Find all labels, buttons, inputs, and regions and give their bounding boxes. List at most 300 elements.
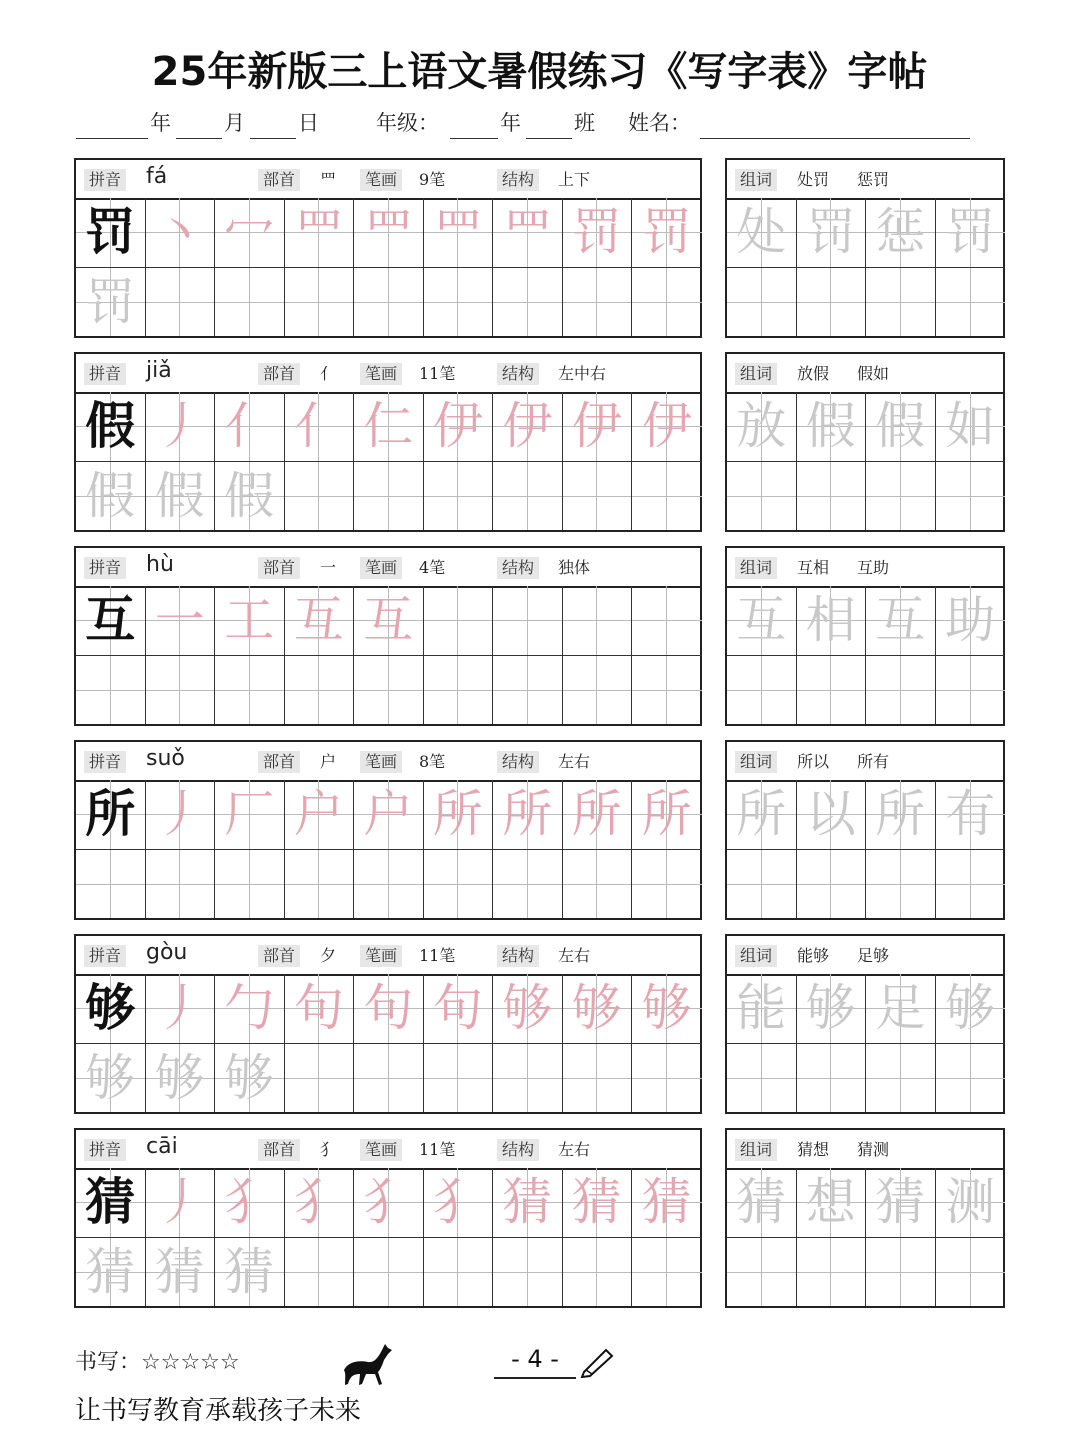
word-cell[interactable] <box>727 1168 797 1237</box>
writing-box <box>74 546 702 726</box>
practice-cell[interactable] <box>493 1168 563 1237</box>
stroke-step: 仁 <box>363 397 414 455</box>
practice-cell[interactable] <box>354 849 424 918</box>
practice-cell[interactable] <box>215 1043 285 1112</box>
practice-cell[interactable] <box>424 1043 494 1112</box>
word-cell[interactable] <box>797 198 867 267</box>
practice-cell[interactable] <box>76 1168 146 1237</box>
practice-cell[interactable] <box>632 392 702 461</box>
practice-cell[interactable] <box>493 392 563 461</box>
practice-cell[interactable] <box>285 1168 355 1237</box>
page-title: 25年新版三上语文暑假练习《写字表》字帖 <box>151 49 928 95</box>
practice-cell[interactable] <box>76 267 146 336</box>
strokes-label: 笔画 <box>360 945 402 967</box>
word-trace-character: 处 <box>736 203 787 261</box>
word-cell[interactable] <box>936 1237 1006 1306</box>
word-cell[interactable] <box>797 1237 867 1306</box>
writing-box <box>74 158 702 338</box>
word-cell[interactable] <box>866 849 936 918</box>
practice-cell[interactable] <box>563 1168 633 1237</box>
practice-cell[interactable] <box>215 974 285 1043</box>
word-cell[interactable] <box>866 198 936 267</box>
practice-cell[interactable] <box>424 1237 494 1306</box>
word-trace-character: 罚 <box>945 203 996 261</box>
practice-cell[interactable] <box>146 392 216 461</box>
info-bar <box>76 354 700 394</box>
stroke-step: 所 <box>432 785 483 843</box>
practice-cell[interactable] <box>76 461 146 530</box>
info-bar <box>76 1130 700 1170</box>
words-box <box>725 740 1005 920</box>
practice-cell[interactable] <box>493 1043 563 1112</box>
stroke-step: 罚 <box>571 203 622 261</box>
practice-cell[interactable] <box>563 586 633 655</box>
grade-year-blank[interactable] <box>450 138 498 139</box>
radical-label: 部首 <box>258 557 300 579</box>
practice-cell[interactable] <box>285 974 355 1043</box>
practice-cell[interactable] <box>563 198 633 267</box>
word-cell[interactable] <box>727 780 797 849</box>
word-1: 猜想 <box>797 1140 830 1159</box>
practice-cell[interactable] <box>563 849 633 918</box>
practice-cell[interactable] <box>563 461 633 530</box>
practice-cell[interactable] <box>424 392 494 461</box>
practice-cell[interactable] <box>632 1168 702 1237</box>
day-blank[interactable] <box>250 138 296 139</box>
practice-cell[interactable] <box>493 586 563 655</box>
practice-cell[interactable] <box>215 1168 285 1237</box>
stroke-step: 伊 <box>641 397 692 455</box>
words-grid <box>727 198 1003 336</box>
words-grid <box>727 1168 1003 1306</box>
practice-cell[interactable] <box>632 655 702 724</box>
words-info-bar <box>727 354 1003 394</box>
word-cell[interactable] <box>866 392 936 461</box>
writing-grid <box>76 1168 700 1306</box>
practice-cell[interactable] <box>76 1237 146 1306</box>
practice-cell[interactable] <box>424 267 494 336</box>
words-grid <box>727 586 1003 724</box>
words-grid <box>727 974 1003 1112</box>
main-character: 猜 <box>85 1172 136 1231</box>
words-info-bar <box>727 160 1003 200</box>
practice-cell[interactable] <box>146 849 216 918</box>
word-cell[interactable] <box>936 780 1006 849</box>
word-cell[interactable] <box>727 655 797 724</box>
stroke-step: 伊 <box>432 397 483 455</box>
words-grid <box>727 780 1003 918</box>
stroke-step: 罒 <box>363 203 414 261</box>
practice-cell[interactable] <box>215 267 285 336</box>
practice-cell[interactable] <box>632 849 702 918</box>
word-cell[interactable] <box>797 849 867 918</box>
stroke-step: 猜 <box>571 1173 622 1231</box>
practice-cell[interactable] <box>285 198 355 267</box>
practice-cell[interactable] <box>354 586 424 655</box>
practice-cell[interactable] <box>424 655 494 724</box>
trace-character: 够 <box>85 1049 136 1107</box>
radical-label: 部首 <box>258 751 300 773</box>
trace-character: 假 <box>85 467 136 525</box>
practice-cell[interactable] <box>146 198 216 267</box>
word-trace-character: 够 <box>805 979 856 1037</box>
word-cell[interactable] <box>727 198 797 267</box>
stroke-step: 丿 <box>154 1173 205 1231</box>
practice-cell[interactable] <box>215 655 285 724</box>
practice-cell[interactable] <box>146 267 216 336</box>
practice-cell[interactable] <box>354 1043 424 1112</box>
stroke-step: 户 <box>293 785 344 843</box>
trace-character: 假 <box>224 467 275 525</box>
practice-cell[interactable] <box>76 392 146 461</box>
practice-cell[interactable] <box>285 586 355 655</box>
word-cell[interactable] <box>727 1043 797 1112</box>
word-cell[interactable] <box>797 461 867 530</box>
practice-cell[interactable] <box>632 1043 702 1112</box>
class-blank[interactable] <box>526 138 572 139</box>
character-block <box>74 158 1004 338</box>
practice-cell[interactable] <box>563 1043 633 1112</box>
structure-value: 左中右 <box>558 364 607 383</box>
word-trace-character: 罚 <box>805 203 856 261</box>
practice-cell[interactable] <box>493 780 563 849</box>
practice-cell[interactable] <box>493 267 563 336</box>
word-trace-character: 如 <box>945 397 996 455</box>
stroke-step: 互 <box>363 591 414 649</box>
word-trace-character: 足 <box>875 979 926 1037</box>
month-label: 月 <box>224 111 245 135</box>
word-cell[interactable] <box>797 1168 867 1237</box>
word-cell[interactable] <box>936 461 1006 530</box>
word-cell[interactable] <box>727 586 797 655</box>
radical-value: 罒 <box>320 170 337 189</box>
word-cell[interactable] <box>936 1168 1006 1237</box>
word-2: 所有 <box>857 752 890 771</box>
structure-value: 左右 <box>558 946 591 965</box>
practice-cell[interactable] <box>493 655 563 724</box>
word-cell[interactable] <box>866 461 936 530</box>
word-cell[interactable] <box>936 849 1006 918</box>
practice-cell[interactable] <box>424 974 494 1043</box>
radical-value: 亻 <box>320 364 337 383</box>
word-cell[interactable] <box>866 586 936 655</box>
main-character: 罚 <box>85 202 136 261</box>
stroke-step: 所 <box>641 785 692 843</box>
word-trace-character: 能 <box>736 979 787 1037</box>
info-bar <box>76 742 700 782</box>
word-cell[interactable] <box>727 461 797 530</box>
radical-label: 部首 <box>258 1139 300 1161</box>
practice-cell[interactable] <box>76 780 146 849</box>
word-cell[interactable] <box>797 974 867 1043</box>
word-cell[interactable] <box>797 655 867 724</box>
pinyin-value: jiǎ <box>146 358 172 383</box>
character-block <box>74 740 1004 920</box>
main-character: 假 <box>85 396 136 455</box>
word-cell[interactable] <box>727 392 797 461</box>
word-trace-character: 猜 <box>875 1173 926 1231</box>
structure-label: 结构 <box>497 1139 539 1161</box>
word-cell[interactable] <box>936 655 1006 724</box>
pinyin-label: 拼音 <box>84 169 126 191</box>
word-cell[interactable] <box>797 392 867 461</box>
stroke-step: 亻 <box>224 397 275 455</box>
words-info-bar <box>727 936 1003 976</box>
practice-cell[interactable] <box>146 655 216 724</box>
practice-cell[interactable] <box>285 780 355 849</box>
writing-grid <box>76 198 700 336</box>
practice-cell[interactable] <box>424 198 494 267</box>
pinyin-value: gòu <box>146 940 188 965</box>
word-trace-character: 助 <box>945 591 996 649</box>
practice-cell[interactable] <box>354 267 424 336</box>
practice-cell[interactable] <box>285 849 355 918</box>
practice-cell[interactable] <box>215 780 285 849</box>
practice-cell[interactable] <box>354 198 424 267</box>
practice-cell[interactable] <box>285 655 355 724</box>
practice-cell[interactable] <box>424 1168 494 1237</box>
writing-box <box>74 934 702 1114</box>
practice-cell[interactable] <box>632 974 702 1043</box>
name-label: 姓名： <box>628 111 691 135</box>
strokes-label: 笔画 <box>360 751 402 773</box>
practice-cell[interactable] <box>285 392 355 461</box>
practice-cell[interactable] <box>146 974 216 1043</box>
strokes-label: 笔画 <box>360 557 402 579</box>
strokes-label: 笔画 <box>360 363 402 385</box>
pinyin-label: 拼音 <box>84 945 126 967</box>
word-cell[interactable] <box>797 1043 867 1112</box>
strokes-label: 笔画 <box>360 169 402 191</box>
practice-cell[interactable] <box>493 198 563 267</box>
radical-label: 部首 <box>258 945 300 967</box>
practice-cell[interactable] <box>285 461 355 530</box>
word-cell[interactable] <box>797 267 867 336</box>
structure-label: 结构 <box>497 557 539 579</box>
trace-character: 假 <box>154 467 205 525</box>
word-cell[interactable] <box>727 267 797 336</box>
structure-label: 结构 <box>497 363 539 385</box>
word-trace-character: 互 <box>875 591 926 649</box>
year-label: 年 <box>150 111 171 135</box>
practice-cell[interactable] <box>632 267 702 336</box>
stroke-step: 句 <box>363 979 414 1037</box>
structure-value: 独体 <box>558 558 591 577</box>
practice-cell[interactable] <box>424 849 494 918</box>
main-character: 所 <box>85 784 136 843</box>
practice-cell[interactable] <box>215 849 285 918</box>
practice-cell[interactable] <box>215 198 285 267</box>
trace-character: 够 <box>154 1049 205 1107</box>
word-trace-character: 猜 <box>736 1173 787 1231</box>
practice-cell[interactable] <box>493 974 563 1043</box>
word-cell[interactable] <box>936 392 1006 461</box>
word-1: 能够 <box>797 946 830 965</box>
radical-label: 部首 <box>258 169 300 191</box>
practice-cell[interactable] <box>632 780 702 849</box>
stroke-step: 丶 <box>154 203 205 261</box>
practice-cell[interactable] <box>632 198 702 267</box>
word-trace-character: 所 <box>875 785 926 843</box>
word-trace-character: 测 <box>945 1173 996 1231</box>
words-box <box>725 352 1005 532</box>
practice-cell[interactable] <box>632 1237 702 1306</box>
word-trace-character: 互 <box>736 591 787 649</box>
stroke-step: 句 <box>432 979 483 1037</box>
word-trace-character: 所 <box>736 785 787 843</box>
practice-cell[interactable] <box>632 461 702 530</box>
stroke-step: 勹 <box>224 979 275 1037</box>
practice-cell[interactable] <box>424 586 494 655</box>
practice-cell[interactable] <box>215 392 285 461</box>
practice-cell[interactable] <box>146 1043 216 1112</box>
practice-cell[interactable] <box>563 974 633 1043</box>
grade-label: 年级： <box>376 111 439 135</box>
year-blank[interactable] <box>76 138 148 139</box>
practice-cell[interactable] <box>146 1168 216 1237</box>
practice-cell[interactable] <box>493 849 563 918</box>
main-character: 够 <box>85 978 136 1037</box>
stroke-step: 够 <box>502 979 553 1037</box>
trace-character: 罚 <box>85 273 136 331</box>
practice-cell[interactable] <box>285 1043 355 1112</box>
word-cell[interactable] <box>866 974 936 1043</box>
word-cell[interactable] <box>936 586 1006 655</box>
word-cell[interactable] <box>936 198 1006 267</box>
practice-cell[interactable] <box>632 586 702 655</box>
stroke-step: 猜 <box>502 1173 553 1231</box>
stroke-step: 丿 <box>154 397 205 455</box>
words-info-bar <box>727 1130 1003 1170</box>
structure-label: 结构 <box>497 169 539 191</box>
trace-character: 猜 <box>85 1243 136 1301</box>
structure-value: 左右 <box>558 752 591 771</box>
strokes-value: 9笔 <box>419 170 446 189</box>
practice-cell[interactable] <box>424 780 494 849</box>
practice-cell[interactable] <box>76 655 146 724</box>
word-cell[interactable] <box>797 780 867 849</box>
practice-cell[interactable] <box>215 586 285 655</box>
month-blank[interactable] <box>176 138 222 139</box>
word-1: 处罚 <box>797 170 830 189</box>
word-cell[interactable] <box>936 267 1006 336</box>
word-cell[interactable] <box>936 1043 1006 1112</box>
practice-cell[interactable] <box>76 586 146 655</box>
word-2: 互助 <box>857 558 890 577</box>
practice-cell[interactable] <box>76 974 146 1043</box>
word-cell[interactable] <box>866 1043 936 1112</box>
word-1: 互相 <box>797 558 830 577</box>
practice-cell[interactable] <box>563 1237 633 1306</box>
word-cell[interactable] <box>866 655 936 724</box>
character-block <box>74 934 1004 1114</box>
practice-cell[interactable] <box>354 780 424 849</box>
practice-cell[interactable] <box>76 198 146 267</box>
practice-cell[interactable] <box>76 849 146 918</box>
practice-cell[interactable] <box>493 461 563 530</box>
words-label: 组词 <box>735 1139 777 1161</box>
stroke-step: 犭 <box>363 1173 414 1231</box>
practice-cell[interactable] <box>285 1237 355 1306</box>
strokes-value: 11笔 <box>419 364 456 383</box>
trace-character: 猜 <box>224 1243 275 1301</box>
practice-cell[interactable] <box>563 780 633 849</box>
practice-cell[interactable] <box>215 461 285 530</box>
practice-cell[interactable] <box>424 461 494 530</box>
pinyin-value: fá <box>146 164 168 189</box>
stroke-step: 猜 <box>641 1173 692 1231</box>
practice-cell[interactable] <box>146 780 216 849</box>
stroke-step: 所 <box>571 785 622 843</box>
practice-cell[interactable] <box>354 974 424 1043</box>
practice-cell[interactable] <box>563 655 633 724</box>
strokes-value: 11笔 <box>419 946 456 965</box>
practice-cell[interactable] <box>493 1237 563 1306</box>
practice-cell[interactable] <box>354 1237 424 1306</box>
stroke-step: 伊 <box>571 397 622 455</box>
stroke-step: 冖 <box>224 203 275 261</box>
practice-cell[interactable] <box>146 1237 216 1306</box>
word-cell[interactable] <box>797 586 867 655</box>
word-cell[interactable] <box>866 1237 936 1306</box>
word-cell[interactable] <box>727 974 797 1043</box>
stroke-step: 互 <box>293 591 344 649</box>
practice-cell[interactable] <box>354 392 424 461</box>
word-cell[interactable] <box>727 1237 797 1306</box>
practice-cell[interactable] <box>354 655 424 724</box>
name-blank[interactable] <box>700 138 970 139</box>
practice-cell[interactable] <box>354 461 424 530</box>
stroke-step: 丿 <box>154 785 205 843</box>
stroke-step: 够 <box>571 979 622 1037</box>
grade-year-label: 年 <box>500 111 521 135</box>
trace-character: 够 <box>224 1049 275 1107</box>
stroke-step: 犭 <box>293 1173 344 1231</box>
practice-cell[interactable] <box>215 1237 285 1306</box>
words-label: 组词 <box>735 751 777 773</box>
word-cell[interactable] <box>866 780 936 849</box>
words-box <box>725 546 1005 726</box>
stroke-step: 所 <box>502 785 553 843</box>
word-cell[interactable] <box>936 974 1006 1043</box>
words-box <box>725 934 1005 1114</box>
pinyin-value: suǒ <box>146 746 185 771</box>
words-label: 组词 <box>735 945 777 967</box>
practice-cell[interactable] <box>563 392 633 461</box>
practice-cell[interactable] <box>285 267 355 336</box>
word-cell[interactable] <box>866 267 936 336</box>
stroke-step: 厂 <box>224 785 275 843</box>
pinyin-label: 拼音 <box>84 751 126 773</box>
word-trace-character: 假 <box>805 397 856 455</box>
stroke-step: 伊 <box>502 397 553 455</box>
writing-box <box>74 352 702 532</box>
practice-cell[interactable] <box>146 586 216 655</box>
pinyin-label: 拼音 <box>84 1139 126 1161</box>
practice-cell[interactable] <box>354 1168 424 1237</box>
word-2: 惩罚 <box>857 170 890 189</box>
words-grid <box>727 392 1003 530</box>
stroke-step: 句 <box>293 979 344 1037</box>
word-cell[interactable] <box>727 849 797 918</box>
practice-cell[interactable] <box>76 1043 146 1112</box>
radical-value: 一 <box>320 558 337 577</box>
word-cell[interactable] <box>866 1168 936 1237</box>
practice-cell[interactable] <box>146 461 216 530</box>
strokes-value: 11笔 <box>419 1140 456 1159</box>
practice-cell[interactable] <box>563 267 633 336</box>
word-2: 猜测 <box>857 1140 890 1159</box>
